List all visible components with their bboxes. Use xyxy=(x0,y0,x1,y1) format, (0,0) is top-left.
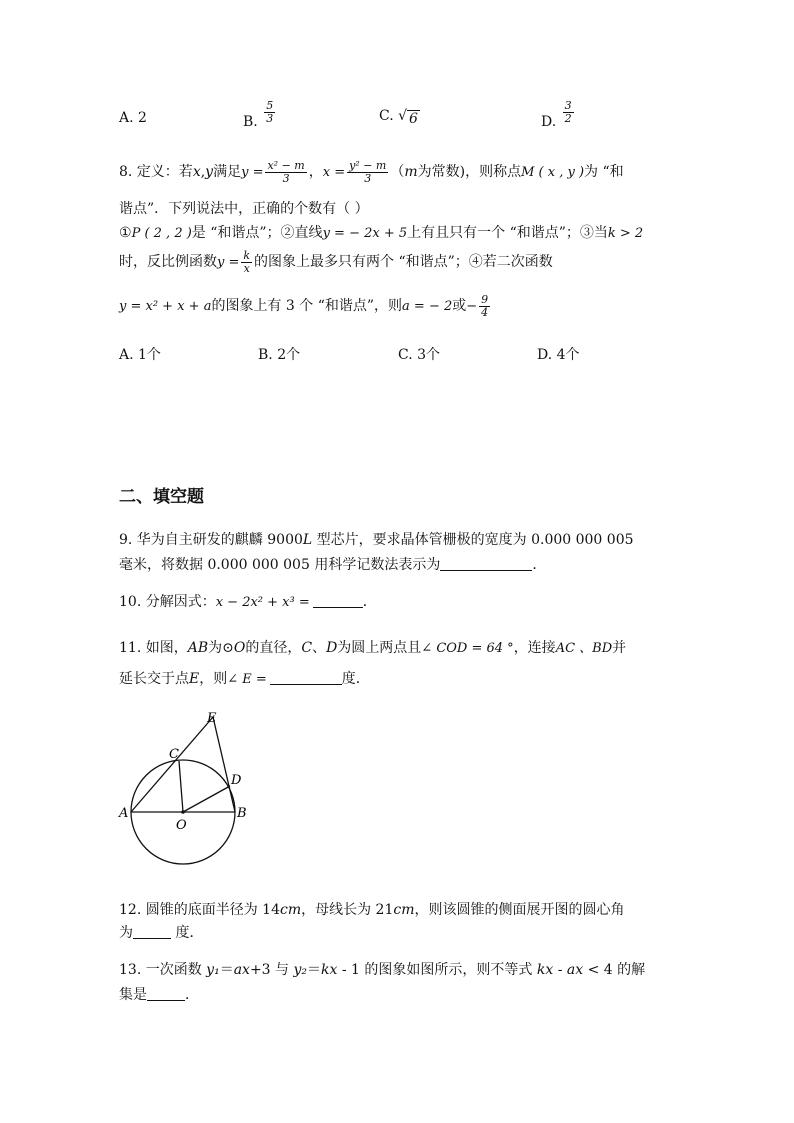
answer-blank[interactable] xyxy=(440,556,532,571)
q11-line-1: 11. 如图，AB为⊙O的直径，C、D为圆上两点且∠ COD = 64 °，连接AC 、BD并 xyxy=(119,640,627,656)
sqrt: √ 6 xyxy=(398,108,418,127)
q8-option-b: B. 2个 xyxy=(258,347,301,363)
answer-blank[interactable] xyxy=(270,670,342,685)
fraction: $\frac{5}{3}$ xyxy=(266,99,274,125)
section-heading: 二、填空题 xyxy=(119,487,204,507)
q12-line-1: 12. 圆锥的底面半径为 14cm，母线长为 21cm，则该圆锥的侧面展开图的圆心角 xyxy=(119,902,625,918)
q8-option-a: A. 1个 xyxy=(119,347,161,363)
q8-line-1: 8. 定义：若x,y满足y = $\frac{\text{x² − m}}{3}$ ，x = $\frac{\text{y² − m}}{3}$ （m为常数)，则称点M ( x , y )为 “和 xyxy=(119,159,624,185)
q8-line-3: ①P ( 2 , 2 )是 “和谐点”；②直线y = − 2x + 5上有且只有一个 “和谐点”；③当k > 2 xyxy=(119,225,644,241)
q7-option-c: C. √ 6 xyxy=(379,108,418,127)
circle-o-symbol: ⊙O xyxy=(222,640,246,656)
q11-line-2: 延长交于点E，则∠ E = 度． xyxy=(119,671,370,687)
q10: 10. 分解因式：x − 2x² + x³ = ． xyxy=(119,594,377,610)
line-be xyxy=(213,717,235,812)
label-a: A xyxy=(119,806,129,821)
q8-option-c: C. 3个 xyxy=(398,347,441,363)
center-point xyxy=(181,810,185,814)
q8-option-d: D. 4个 xyxy=(537,347,580,363)
label-c: C xyxy=(169,747,179,762)
segment-od xyxy=(183,786,230,812)
answer-blank[interactable] xyxy=(133,924,171,939)
label-d: D xyxy=(231,773,242,788)
q7-option-d: D. $\frac{3}{2}$ xyxy=(541,99,572,131)
fraction: $\frac{9}{4}$ xyxy=(481,293,489,319)
answer-blank[interactable] xyxy=(313,593,363,608)
q7-option-b: B. $\frac{5}{3}$ xyxy=(243,99,274,131)
q13-line-2: 集是 ． xyxy=(119,987,199,1003)
q8-line-2: 谐点”．下列说法中，正确的个数有（ ） xyxy=(119,201,369,217)
label-o: O xyxy=(176,818,187,833)
segment-oc xyxy=(179,761,183,812)
q9-line-2: 毫米，将数据 0.000 000 005 用科学记数法表示为 ． xyxy=(119,557,547,573)
q9-line-1: 9. 华为自主研发的麒麟 9000L 型芯片，要求晶体管栅极的宽度为 0.000 000 005 xyxy=(119,532,634,548)
fraction: $\frac{k}{x}$ xyxy=(243,249,251,275)
q13-line-1: 13. 一次函数 y₁＝ax+3 与 y₂＝kx - 1 的图象如图所示，则不等式 kx - ax < 4 的解 xyxy=(119,962,646,978)
line-ae xyxy=(131,717,213,812)
label-e: E xyxy=(207,711,217,726)
q8-line-5: y = x² + x + a的图象上有 3 个 “和谐点”，则a = − 2或− $\frac{9}{4}$ xyxy=(119,293,489,319)
q12-line-2: 为 度． xyxy=(119,925,204,941)
fraction: $\frac{3}{2}$ xyxy=(564,99,572,125)
q7-option-a: A. 2 xyxy=(119,110,147,126)
geometry-figure xyxy=(110,700,270,875)
label-b: B xyxy=(237,806,247,821)
fraction: $\frac{\text{x² − m}}{3}$ xyxy=(267,159,305,185)
answer-blank[interactable] xyxy=(147,986,185,1001)
q8-line-4: 时，反比例函数y = $\frac{k}{x}$ 的图象上最多只有两个 “和谐点”；④若二次函数 xyxy=(119,249,553,275)
fraction: $\frac{\text{y² − m}}{3}$ xyxy=(349,159,387,185)
